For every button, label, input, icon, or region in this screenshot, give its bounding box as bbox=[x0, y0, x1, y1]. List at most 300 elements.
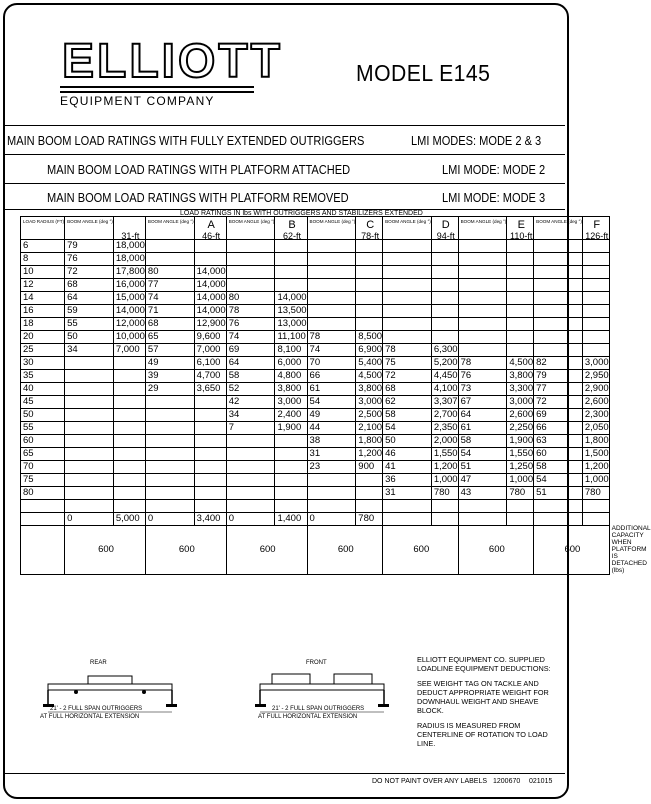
cell-boom-angle: 47 bbox=[458, 474, 507, 487]
cell-load: 1,900 bbox=[507, 435, 534, 448]
cell-load: 9,600 bbox=[194, 331, 226, 344]
cell-load bbox=[431, 279, 458, 292]
cell-boom-angle: 0 bbox=[145, 512, 194, 525]
cell-boom-angle: 52 bbox=[226, 383, 275, 396]
cell-load bbox=[275, 500, 307, 513]
table-row bbox=[21, 474, 651, 487]
header-column-letter: B bbox=[288, 219, 296, 231]
cell-boom-angle bbox=[307, 474, 356, 487]
cell-boom-angle bbox=[307, 487, 356, 500]
cell-load bbox=[582, 292, 609, 305]
cell-load: 10,000 bbox=[113, 331, 145, 344]
header-boom-angle: BOOM ANGLE (deg °) bbox=[226, 217, 275, 240]
rear-span-text: 21' - 2 FULL SPAN OUTRIGGERS bbox=[50, 706, 143, 712]
table-weight-row bbox=[21, 525, 651, 574]
cell-load: 2,950 bbox=[582, 370, 609, 383]
table-row bbox=[21, 383, 651, 396]
cell-boom-angle: 0 bbox=[65, 512, 114, 525]
cell-radius: 40 bbox=[21, 383, 65, 396]
cell-load: 14,000 bbox=[113, 305, 145, 318]
cell-boom-angle bbox=[383, 266, 432, 279]
model-title: MODEL E145 bbox=[356, 60, 491, 86]
cell-boom-angle: 77 bbox=[534, 383, 583, 396]
cell-load bbox=[275, 461, 307, 474]
cell-boom-angle bbox=[145, 474, 194, 487]
cell-load bbox=[431, 266, 458, 279]
cell-boom-angle bbox=[65, 461, 114, 474]
cell-boom-angle bbox=[383, 305, 432, 318]
cell-boom-angle bbox=[226, 448, 275, 461]
header-column-letter: E bbox=[517, 219, 525, 231]
cell-boom-angle bbox=[458, 279, 507, 292]
cell-load: 8,500 bbox=[356, 331, 383, 344]
cell-boom-angle bbox=[307, 253, 356, 266]
cell-load: 12,000 bbox=[113, 318, 145, 331]
cell-boom-angle bbox=[226, 474, 275, 487]
cell-boom-angle: 76 bbox=[226, 318, 275, 331]
cell-radius: 70 bbox=[21, 461, 65, 474]
table-row bbox=[21, 357, 651, 370]
cell-boom-angle bbox=[226, 240, 275, 253]
cell-load: 2,400 bbox=[275, 409, 307, 422]
cell-boom-angle bbox=[226, 461, 275, 474]
footer-warning: DO NOT PAINT OVER ANY LABELS bbox=[372, 778, 488, 785]
cell-load: 7,000 bbox=[113, 344, 145, 357]
cell-radius: 16 bbox=[21, 305, 65, 318]
table-row bbox=[21, 396, 651, 409]
cell-load: 3,800 bbox=[507, 370, 534, 383]
table-row bbox=[21, 253, 651, 266]
cell-boom-angle bbox=[65, 383, 114, 396]
cell-load bbox=[356, 474, 383, 487]
cell-load bbox=[275, 448, 307, 461]
cell-boom-angle bbox=[534, 279, 583, 292]
cell-boom-angle: 62 bbox=[383, 396, 432, 409]
table-row bbox=[21, 344, 651, 357]
rear-extension-text: AT FULL HORIZONTAL EXTENSION bbox=[40, 714, 140, 720]
cell-radius bbox=[21, 512, 65, 525]
cell-load bbox=[582, 512, 609, 525]
cell-load bbox=[275, 487, 307, 500]
cell-radius: 18 bbox=[21, 318, 65, 331]
cell-load bbox=[582, 331, 609, 344]
cell-load: 780 bbox=[582, 487, 609, 500]
cell-boom-angle: 74 bbox=[145, 292, 194, 305]
cell-radius: 12 bbox=[21, 279, 65, 292]
cell-load: 1,200 bbox=[356, 448, 383, 461]
footer-rule bbox=[5, 773, 565, 774]
cell-boom-angle: 77 bbox=[145, 279, 194, 292]
cell-boom-angle: 78 bbox=[307, 331, 356, 344]
table-note: LOAD RATINGS IN lbs WITH OUTRIGGERS AND STABILIZERS EXTENDED bbox=[180, 210, 423, 217]
note-2: SEE WEIGHT TAG ON TACKLE AND DEDUCT APPROPRIATE WEIGHT FOR DOWNHAUL WEIGHT AND SHEAVE BLOCK. bbox=[417, 678, 549, 716]
cell-boom-angle: 34 bbox=[65, 344, 114, 357]
table-row bbox=[21, 370, 651, 383]
cell-boom-angle: 58 bbox=[226, 370, 275, 383]
table-row bbox=[21, 435, 651, 448]
cell-load bbox=[113, 357, 145, 370]
cell-load: 1,000 bbox=[582, 474, 609, 487]
header-boom-length bbox=[113, 217, 145, 240]
cell-load bbox=[275, 266, 307, 279]
additional-capacity-label: ADDITIONAL CAPACITY WHEN PLATFORM IS DETACHED (lbs) bbox=[611, 525, 651, 574]
cell-load bbox=[431, 512, 458, 525]
cell-load: 2,350 bbox=[431, 422, 458, 435]
cell-boom-angle: 73 bbox=[458, 383, 507, 396]
cell-load bbox=[507, 344, 534, 357]
cell-load bbox=[194, 500, 226, 513]
cell-load bbox=[113, 422, 145, 435]
rear-label: REAR bbox=[90, 660, 107, 666]
cell-boom-angle bbox=[383, 512, 432, 525]
cell-load: 5,200 bbox=[431, 357, 458, 370]
cell-load bbox=[113, 396, 145, 409]
cell-load bbox=[582, 266, 609, 279]
table-row bbox=[21, 422, 651, 435]
cell-boom-angle bbox=[65, 396, 114, 409]
cell-boom-angle: 72 bbox=[534, 396, 583, 409]
cell-load bbox=[356, 253, 383, 266]
cell-load: 3,307 bbox=[431, 396, 458, 409]
cell-boom-angle bbox=[226, 487, 275, 500]
cell-load: 14,000 bbox=[194, 292, 226, 305]
cell-boom-angle bbox=[458, 253, 507, 266]
cell-boom-angle bbox=[458, 240, 507, 253]
cell-load bbox=[356, 318, 383, 331]
front-span-text: 21' - 2 FULL SPAN OUTRIGGERS bbox=[272, 706, 365, 712]
cell-load: 780 bbox=[356, 512, 383, 525]
cell-boom-angle: 51 bbox=[458, 461, 507, 474]
cell-radius: 6 bbox=[21, 240, 65, 253]
cell-load: 18,000 bbox=[113, 240, 145, 253]
cell-load: 6,900 bbox=[356, 344, 383, 357]
cell-boom-angle bbox=[145, 461, 194, 474]
cell-boom-angle bbox=[458, 318, 507, 331]
cell-boom-angle bbox=[307, 500, 356, 513]
cell-boom-angle bbox=[226, 266, 275, 279]
cell-boom-angle: 71 bbox=[145, 305, 194, 318]
cell-boom-angle: 74 bbox=[226, 331, 275, 344]
cell-boom-angle bbox=[65, 422, 114, 435]
cell-boom-angle: 59 bbox=[65, 305, 114, 318]
cell-load: 1,550 bbox=[507, 448, 534, 461]
cell-radius: 8 bbox=[21, 253, 65, 266]
cell-boom-angle: 79 bbox=[65, 240, 114, 253]
cell-boom-angle bbox=[458, 292, 507, 305]
cell-load bbox=[507, 512, 534, 525]
table-row bbox=[21, 409, 651, 422]
cell-load: 12,900 bbox=[194, 318, 226, 331]
footer-date: 021015 bbox=[529, 778, 553, 785]
cell-load: 1,200 bbox=[582, 461, 609, 474]
cell-load: 4,100 bbox=[431, 383, 458, 396]
note-3: RADIUS IS MEASURED FROM CENTERLINE OF ROTATION TO LOAD LINE. bbox=[417, 720, 548, 749]
cell-load bbox=[194, 435, 226, 448]
cell-load: 1,200 bbox=[431, 461, 458, 474]
table-header-row bbox=[21, 217, 651, 240]
cell-load bbox=[507, 318, 534, 331]
cell-load bbox=[507, 500, 534, 513]
cell-load bbox=[356, 279, 383, 292]
cell-radius: 75 bbox=[21, 474, 65, 487]
cell-load: 6,000 bbox=[275, 357, 307, 370]
cell-load: 14,000 bbox=[194, 279, 226, 292]
cell-radius: 14 bbox=[21, 292, 65, 305]
cell-load bbox=[113, 383, 145, 396]
cell-weight: 600 bbox=[226, 525, 307, 574]
cell-boom-angle bbox=[145, 448, 194, 461]
cell-load bbox=[194, 461, 226, 474]
cell-boom-angle: 80 bbox=[145, 266, 194, 279]
front-label: FRONT bbox=[306, 660, 327, 666]
header-column-length: 46-ft bbox=[202, 231, 221, 241]
cell-load bbox=[582, 318, 609, 331]
header-column-length: 62-ft bbox=[282, 231, 301, 241]
cell-load bbox=[582, 279, 609, 292]
mode-1-lmi: LMI MODES: MODE 2 & 3 bbox=[411, 133, 542, 148]
cell-load: 4,500 bbox=[356, 370, 383, 383]
cell-boom-angle bbox=[534, 512, 583, 525]
header-boom-length bbox=[507, 217, 534, 240]
table-row bbox=[21, 292, 651, 305]
header-boom-angle: BOOM ANGLE (deg °) bbox=[383, 217, 432, 240]
cell-load: 14,000 bbox=[194, 305, 226, 318]
cell-load bbox=[582, 253, 609, 266]
header-column-letter: F bbox=[593, 219, 601, 231]
header-column-length: 78-ft bbox=[361, 231, 380, 241]
cell-radius: 65 bbox=[21, 448, 65, 461]
cell-boom-angle bbox=[383, 240, 432, 253]
cell-boom-angle: 74 bbox=[307, 344, 356, 357]
header-column-letter: C bbox=[366, 219, 375, 231]
header-boom-angle: BOOM ANGLE (deg °) bbox=[458, 217, 507, 240]
cell-boom-angle: 50 bbox=[383, 435, 432, 448]
cell-load: 1,550 bbox=[431, 448, 458, 461]
cell-boom-angle: 51 bbox=[534, 487, 583, 500]
cell-load: 15,000 bbox=[113, 292, 145, 305]
cell-boom-angle: 64 bbox=[458, 409, 507, 422]
cell-boom-angle: 70 bbox=[307, 357, 356, 370]
cell-boom-angle bbox=[534, 500, 583, 513]
cell-boom-angle: 41 bbox=[383, 461, 432, 474]
cell-weight: 600 bbox=[458, 525, 534, 574]
cell-boom-angle: 72 bbox=[383, 370, 432, 383]
cell-load bbox=[507, 253, 534, 266]
cell-load bbox=[194, 253, 226, 266]
table-row bbox=[21, 331, 651, 344]
cell-boom-angle bbox=[65, 500, 114, 513]
cell-boom-angle bbox=[65, 370, 114, 383]
cell-boom-angle bbox=[145, 240, 194, 253]
cell-boom-angle: 72 bbox=[65, 266, 114, 279]
mode-band-1 bbox=[5, 125, 565, 154]
header-boom-angle: BOOM ANGLE (deg °) bbox=[307, 217, 356, 240]
cell-load: 16,000 bbox=[113, 279, 145, 292]
cell-boom-angle: 66 bbox=[534, 422, 583, 435]
cell-load bbox=[356, 487, 383, 500]
cell-load: 2,500 bbox=[356, 409, 383, 422]
cell-boom-angle: 69 bbox=[226, 344, 275, 357]
cell-boom-angle bbox=[534, 292, 583, 305]
cell-boom-angle bbox=[65, 409, 114, 422]
cell-boom-angle bbox=[534, 318, 583, 331]
cell-boom-angle: 36 bbox=[383, 474, 432, 487]
header-boom-angle: BOOM ANGLE (deg °) bbox=[534, 217, 583, 240]
cell-boom-angle: 67 bbox=[458, 396, 507, 409]
cell-load: 1,900 bbox=[275, 422, 307, 435]
cell-load bbox=[356, 500, 383, 513]
cell-boom-angle: 63 bbox=[534, 435, 583, 448]
cell-load: 4,450 bbox=[431, 370, 458, 383]
cell-load: 7,000 bbox=[194, 344, 226, 357]
header-column-letter: D bbox=[441, 219, 450, 231]
cell-radius: 55 bbox=[21, 422, 65, 435]
cell-radius: 20 bbox=[21, 331, 65, 344]
cell-load bbox=[582, 305, 609, 318]
logo-text: ELLIOTT bbox=[62, 35, 283, 88]
cell-boom-angle: 79 bbox=[534, 370, 583, 383]
cell-boom-angle: 58 bbox=[383, 409, 432, 422]
cell-load: 5,400 bbox=[356, 357, 383, 370]
cell-radius: 30 bbox=[21, 357, 65, 370]
cell-load bbox=[431, 318, 458, 331]
cell-boom-angle: 23 bbox=[307, 461, 356, 474]
front-extension-text: AT FULL HORIZONTAL EXTENSION bbox=[258, 714, 358, 720]
cell-radius: 80 bbox=[21, 487, 65, 500]
cell-boom-angle: 66 bbox=[307, 370, 356, 383]
mode-2-label: MAIN BOOM LOAD RATINGS WITH PLATFORM ATTACHED bbox=[47, 162, 351, 177]
cell-load: 1,500 bbox=[582, 448, 609, 461]
cell-load bbox=[194, 240, 226, 253]
cell-boom-angle: 46 bbox=[383, 448, 432, 461]
cell-load: 13,500 bbox=[275, 305, 307, 318]
cell-boom-angle: 42 bbox=[226, 396, 275, 409]
footer-part-number: 1200670 bbox=[493, 778, 521, 785]
header-boom-angle: BOOM ANGLE (deg °) bbox=[65, 217, 114, 240]
cell-boom-angle: 80 bbox=[226, 292, 275, 305]
cell-boom-angle bbox=[534, 240, 583, 253]
cell-load: 5,000 bbox=[113, 512, 145, 525]
cell-boom-angle bbox=[458, 305, 507, 318]
cell-load: 8,100 bbox=[275, 344, 307, 357]
cell-boom-angle bbox=[65, 474, 114, 487]
header-load-radius: LOAD RADIUS (FT) bbox=[21, 217, 65, 240]
cell-load: 2,000 bbox=[431, 435, 458, 448]
cell-load bbox=[507, 279, 534, 292]
table-row bbox=[21, 487, 651, 500]
cell-boom-angle: 54 bbox=[458, 448, 507, 461]
cell-boom-angle: 29 bbox=[145, 383, 194, 396]
cell-load bbox=[356, 266, 383, 279]
cell-boom-angle bbox=[458, 344, 507, 357]
header-boom-length bbox=[194, 217, 226, 240]
mode-1-label: MAIN BOOM LOAD RATINGS WITH FULLY EXTENDED OUTRIGGERS bbox=[7, 133, 365, 148]
table-row bbox=[21, 240, 651, 253]
cell-radius bbox=[21, 500, 65, 513]
load-rating-table bbox=[20, 216, 651, 575]
cell-load bbox=[113, 500, 145, 513]
cell-boom-angle: 31 bbox=[383, 487, 432, 500]
header-boom-length bbox=[356, 217, 383, 240]
cell-load: 3,300 bbox=[507, 383, 534, 396]
cell-boom-angle: 78 bbox=[458, 357, 507, 370]
cell-boom-angle bbox=[534, 305, 583, 318]
cell-boom-angle: 0 bbox=[307, 512, 356, 525]
cell-boom-angle: 68 bbox=[383, 383, 432, 396]
cell-boom-angle: 64 bbox=[65, 292, 114, 305]
cell-weight: 600 bbox=[534, 525, 610, 574]
header-column-length: 126-ft bbox=[585, 231, 609, 241]
cell-load: 3,000 bbox=[582, 357, 609, 370]
cell-load: 4,500 bbox=[507, 357, 534, 370]
header-boom-length bbox=[431, 217, 458, 240]
cell-boom-angle: 54 bbox=[534, 474, 583, 487]
mode-band-2 bbox=[5, 154, 565, 183]
cell-load: 3,000 bbox=[507, 396, 534, 409]
cell-load: 4,700 bbox=[194, 370, 226, 383]
cell-load bbox=[507, 292, 534, 305]
cell-load: 6,100 bbox=[194, 357, 226, 370]
cell-load bbox=[507, 305, 534, 318]
cell-load bbox=[507, 240, 534, 253]
cell-load bbox=[194, 422, 226, 435]
cell-boom-angle: 78 bbox=[226, 305, 275, 318]
cell-boom-angle bbox=[307, 305, 356, 318]
cell-load: 1,800 bbox=[356, 435, 383, 448]
cell-load: 3,800 bbox=[275, 383, 307, 396]
cell-load bbox=[194, 474, 226, 487]
cell-boom-angle bbox=[226, 253, 275, 266]
table-row bbox=[21, 279, 651, 292]
cell-boom-angle: 57 bbox=[145, 344, 194, 357]
cell-boom-angle bbox=[383, 500, 432, 513]
header-boom-length bbox=[582, 217, 609, 240]
cell-load bbox=[113, 370, 145, 383]
cell-boom-angle: 54 bbox=[383, 422, 432, 435]
cell-load: 18,000 bbox=[113, 253, 145, 266]
cell-load: 2,900 bbox=[582, 383, 609, 396]
cell-load bbox=[582, 344, 609, 357]
cell-boom-angle: 68 bbox=[145, 318, 194, 331]
cell-boom-angle: 50 bbox=[65, 331, 114, 344]
cell-boom-angle: 58 bbox=[458, 435, 507, 448]
cell-load bbox=[431, 331, 458, 344]
cell-load: 13,000 bbox=[275, 318, 307, 331]
cell-boom-angle: 49 bbox=[307, 409, 356, 422]
header-boom-angle: BOOM ANGLE (deg °) bbox=[145, 217, 194, 240]
table-row bbox=[21, 448, 651, 461]
cell-boom-angle bbox=[307, 279, 356, 292]
cell-load: 3,650 bbox=[194, 383, 226, 396]
cell-boom-angle: 31 bbox=[307, 448, 356, 461]
cell-load: 2,300 bbox=[582, 409, 609, 422]
logo-subtitle: EQUIPMENT COMPANY bbox=[60, 94, 215, 108]
cell-boom-angle bbox=[65, 435, 114, 448]
cell-boom-angle: 61 bbox=[458, 422, 507, 435]
cell-boom-angle: 34 bbox=[226, 409, 275, 422]
cell-boom-angle: 68 bbox=[65, 279, 114, 292]
cell-load bbox=[194, 487, 226, 500]
cell-boom-angle bbox=[145, 500, 194, 513]
cell-boom-angle: 54 bbox=[307, 396, 356, 409]
cell-load bbox=[113, 461, 145, 474]
cell-boom-angle bbox=[145, 487, 194, 500]
cell-boom-angle bbox=[307, 266, 356, 279]
cell-load bbox=[113, 487, 145, 500]
cell-boom-angle: 44 bbox=[307, 422, 356, 435]
cell-boom-angle: 65 bbox=[145, 331, 194, 344]
cell-boom-angle: 0 bbox=[226, 512, 275, 525]
